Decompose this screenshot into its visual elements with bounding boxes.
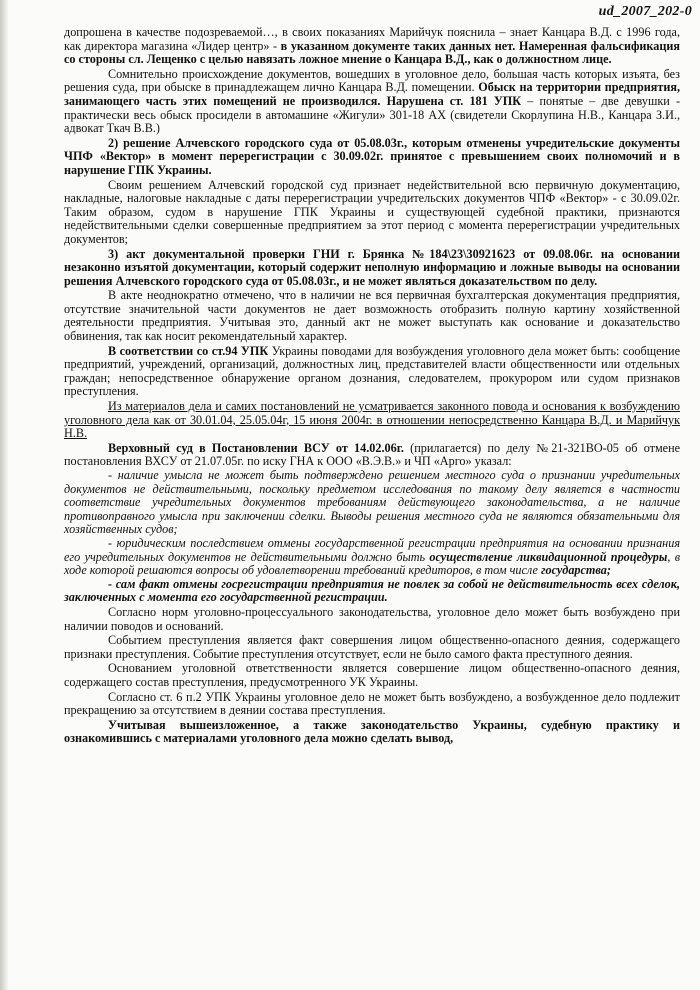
document-id: ud_2007_202-0 <box>598 4 692 19</box>
paragraph-supreme-court <box>64 442 680 469</box>
quote-intent: - наличие умысла не может быть подтверждено решением местного суда о признании учредительных документов не действительными, поскольку предметом исследования по такому делу является в частности соответствие учредительных документов требованиям действующего законодательства, а не наличие противоправного умысла при заключении сделки. Выводы решения местного суда не являются обязательными для хозяйственных судов; <box>64 468 680 537</box>
paragraph-criminal-procedure: Согласно норм уголовно-процессуального законодательства, уголовное дело может быть возбуждено при наличии поводов и оснований. <box>64 604 680 633</box>
quote-text: , в ходе которой решаются вопросы об удовлетворении требований кредиторов, в том числе <box>64 549 680 578</box>
paragraph-crime-event: Событием преступления является факт совершения лицом общественно-опасного деяния, содержащего признаки преступления. Событие преступления отсутствует, если не было самого факта преступного деяния. <box>64 633 680 661</box>
quote-text: - юридическим последствием отмены государственной регистрации предприятия на основании признания его учредительных документов не действительными должно быть <box>64 535 680 564</box>
paragraph-liability-basis: Основанием уголовной ответственности является совершение лицом общественно-опасного деяния, содержащего состав преступления, предусмотренного УК Украины. <box>64 661 680 689</box>
paragraph-bold-text: Обыск на территории предприятия, занимающего часть этих помещений не производился. Нарушена ст. 181 УПК <box>64 80 680 108</box>
paragraph-testimony <box>64 26 680 67</box>
quote-bold-text: государства; <box>541 563 611 578</box>
paragraph-article-94 <box>64 345 680 399</box>
paragraph-article-6: Согласно ст. 6 п.2 УПК Украины уголовное дело не может быть возбуждено, а возбужденное дело подлежит прекращению за отсутствием в деянии состава преступления. <box>64 689 680 718</box>
paragraph-text: Украины поводами для возбуждения уголовного дела может быть: сообщение предприятий, учреждений, организаций, должностных лиц, представителей власти общественности или отдельных граждан; непосредственное обнаружение органом дознания, следователем, прокурором или судом признаков преступления. <box>64 343 680 399</box>
paragraph-court-decision: Своим решением Алчевский городской суд признает недействительной всю первичную документацию, накладные, налоговые накладные с даты перерегистрации учредительских документов ЧПФ «Вектор» - с 30.09.02г. Таким образом, судом в нарушение ГПК Украины и существующей судебной практики, признаются недействительными сделки совершенные предприятием за этот период с момента перерегистрации учредительных документов; <box>64 177 680 246</box>
paragraph-bold-text: В соответствии со ст.94 УПК <box>108 343 269 358</box>
quote-bold-text: осуществление ликвидационной процедуры <box>429 549 668 564</box>
quote-registration: - сам факт отмены госрегистрации предприятия не повлек за собой не действительность всех сделок, заключенных с момента его государственной регистрации. <box>64 576 680 605</box>
paragraph-text: (прилагается) по делу №21-321ВО-05 об отмене постановления ВХСУ от 21.07.05г. по иску ГНА к ООО «В.Э.В.» и ЧП «Арго» указал: <box>64 440 681 469</box>
point-3-heading: 3) акт документальной проверки ГНИ г. Брянка №184\23\30921623 от 09.08.06г. на основании незаконно изъятой документации, который содержит неполную информацию и ложные выводы на основании решения Алчевского городского суда от 05.08.03г., и не может являться доказательством по делу. <box>64 246 680 288</box>
paragraph-text: Сомнительно происхождение документов, вошедших в уголовное дело, большая часть которых изъята, без решения суда, при обыске в принадлежащем лично Канцара В.Д. помещении. <box>64 66 680 95</box>
paragraph-no-grounds: Из материалов дела и самих постановлений не усматривается законного повода и основания к возбуждению уголовного дела как от 30.01.04, 25.05.04г, 15 июня 2004г. в отношении непосредственно Канцара В.Д. и Марийчук Н.В. <box>64 399 680 441</box>
paragraph-search <box>64 68 680 136</box>
paragraph-conclusion: Учитывая вышеизложенное, а также законодательство Украины, судебную практику и ознакомившись с материалами уголовного дела можно сделать вывод, <box>64 717 680 746</box>
paragraph-text-rest: – понятые – две девушки - практически весь обыск просидели в автомашине «Жигули» 301-18 АХ (свидетели Скорлупина Н.В., Канцара З.И., адвокат Ткач В.В.) <box>64 93 681 136</box>
paragraph-bold-text: Верховный суд в Постановлении ВСУ от 14.02.06г. <box>108 440 404 455</box>
point-2-heading: 2) решение Алчевского городского суда от 05.08.03г., которым отменены учредительские документы ЧПФ «Вектор» в момент перерегистрации с 30.09.02г. принятое с превышением своих полномочий и в нарушение ГПК Украины. <box>64 135 680 177</box>
paragraph-audit-act: В акте неоднократно отмечено, что в наличии не вся первичная бухгалтерская документация предприятия, отсутствие значительной части документов не дает возможность отобразить полную картину хозяйственной деятельности предприятия. Учитывая это, данный акт не может выступать как основание и доказательство обвинения, так как носит рекомендательный характер. <box>64 288 680 344</box>
paragraph-text: допрошена в качестве подозреваемой…, в своих показаниях Марийчук пояснила – знает Канцара В.Д. с 1996 года, как директора магазина «Лидер центр» - <box>64 25 680 53</box>
quote-liquidation <box>64 537 680 578</box>
paragraph-bold-text: в указанном документе таких данных нет. Намеренная фальсификация со стороны сл. Лещенко с целью навязать ложное мнение о Канцара В.Д., как о должностном лице. <box>64 38 680 67</box>
